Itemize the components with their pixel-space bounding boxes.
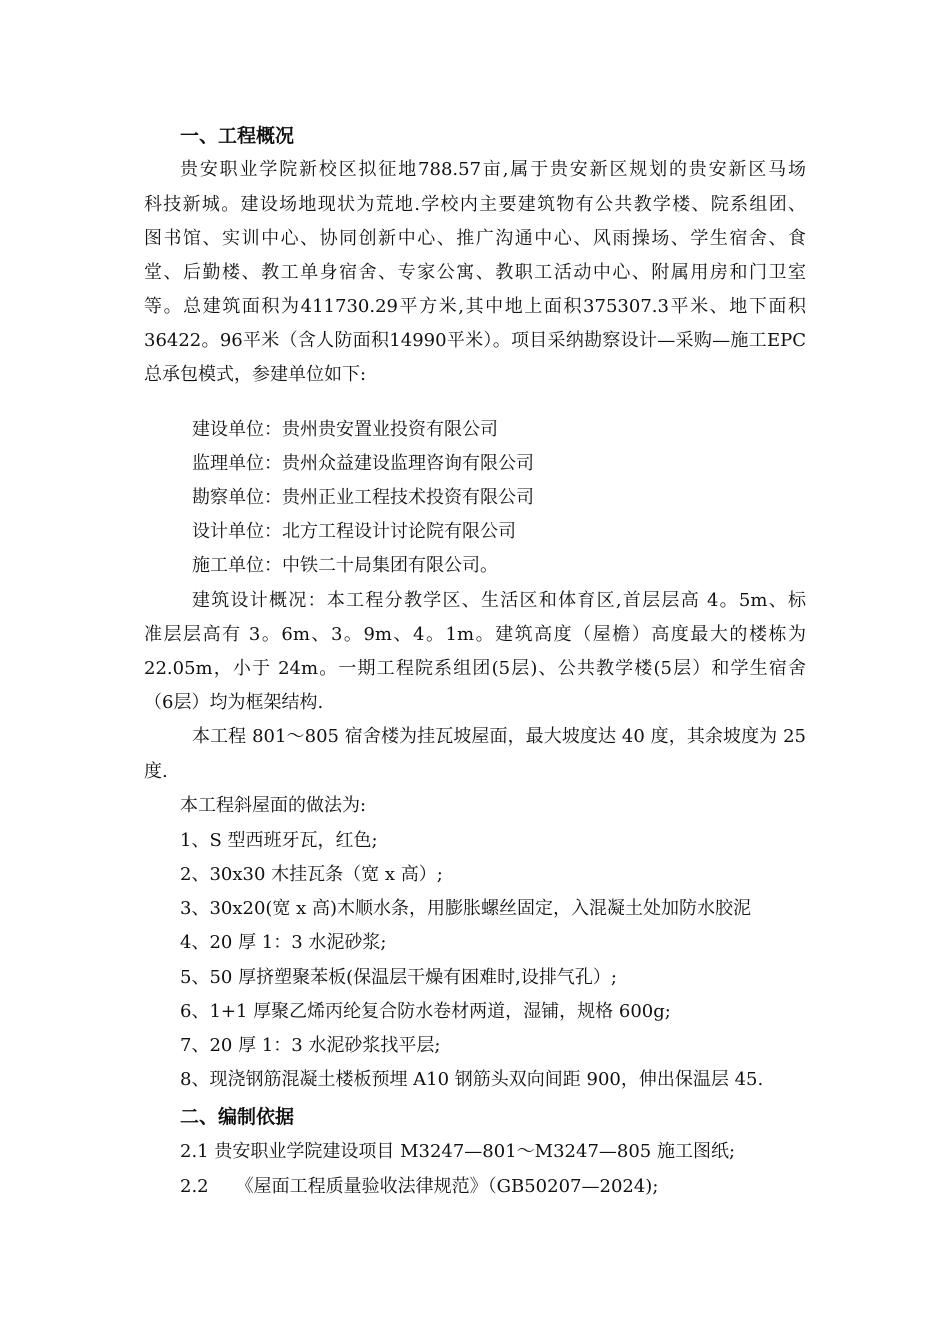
list-item: 5、50 厚挤塑聚苯板(保温层干燥有困难时,设排气孔）;	[180, 967, 617, 988]
section-2-heading: 二、编制依据	[180, 1106, 295, 1128]
paragraph-line: 本工程 801～805 宿舍楼为挂瓦坡屋面，最大坡度达 40 度，其余坡度为 25	[192, 726, 806, 747]
paragraph-line: 图书馆、实训中心、协同创新中心、推广沟通中心、风雨操场、学生宿舍、食	[144, 228, 806, 249]
paragraph-line: 等。总建筑面积为411730.29平方米,其中地上面积375307.3平米、地下面积	[144, 296, 806, 317]
method-title: 本工程斜屋面的做法为:	[180, 795, 367, 816]
unit-design: 设计单位：北方工程设计讨论院有限公司	[192, 521, 516, 542]
paragraph-line: （6层）均为框架结构.	[144, 692, 324, 713]
list-item: 2.1 贵安职业学院建设项目 M3247—801～M3247—805 施工图纸;	[180, 1141, 736, 1162]
section-1-heading: 一、工程概况	[180, 125, 295, 147]
list-item: 1、S 型西班牙瓦，红色;	[180, 830, 378, 851]
unit-supervision: 监理单位：贵州众益建设监理咨询有限公司	[192, 453, 534, 474]
list-item: 6、1+1 厚聚乙烯丙纶复合防水卷材两道，湿铺，规格 600g;	[180, 1001, 671, 1022]
unit-builder: 施工单位：中铁二十局集团有限公司。	[192, 555, 498, 576]
paragraph-line: 科技新城。建设场地现状为荒地.学校内主要建筑物有公共教学楼、院系组团、	[144, 194, 806, 215]
paragraph-line: 总承包模式，参建单位如下:	[144, 364, 367, 385]
list-item: 4、20 厚 1：3 水泥砂浆;	[180, 932, 387, 953]
paragraph-line: 建筑设计概况：本工程分教学区、生活区和体育区,首层层高 4。5m、标	[192, 590, 806, 611]
unit-survey: 勘察单位：贵州正业工程技术投资有限公司	[192, 487, 534, 508]
list-item: 8、现浇钢筋混凝土楼板预埋 A10 钢筋头双向间距 900，伸出保温层 45.	[180, 1069, 764, 1090]
paragraph-line: 准层层高有 3。6m、3。9m、4。1m。建筑高度（屋檐）高度最大的楼栋为	[144, 624, 806, 645]
paragraph-line: 堂、后勤楼、教工单身宿舍、专家公寓、教职工活动中心、附属用房和门卫室	[144, 262, 806, 283]
paragraph-line: 贵安职业学院新校区拟征地788.57亩,属于贵安新区规划的贵安新区马场	[180, 159, 806, 180]
list-item: 7、20 厚 1：3 水泥砂浆找平层;	[180, 1035, 441, 1056]
paragraph-line: 36422。96平米（含人防面积14990平米）。项目采纳勘察设计—采购—施工EPC	[144, 330, 806, 351]
unit-construction: 建设单位：贵州贵安置业投资有限公司	[192, 419, 498, 440]
list-item: 2、30x30 木挂瓦条（宽 x 高）;	[180, 864, 443, 885]
list-item: 2.2 《屋面工程质量验收法律规范》（GB50207—2024);	[180, 1176, 659, 1197]
paragraph-line: 度.	[144, 761, 168, 782]
list-item: 3、30x20(宽 x 高)木顺水条，用膨胀螺丝固定，入混凝土处加防水胶泥	[180, 898, 752, 919]
paragraph-line: 22.05m，小于 24m。一期工程院系组团(5层)、公共教学楼(5层）和学生宿舍	[144, 658, 806, 679]
